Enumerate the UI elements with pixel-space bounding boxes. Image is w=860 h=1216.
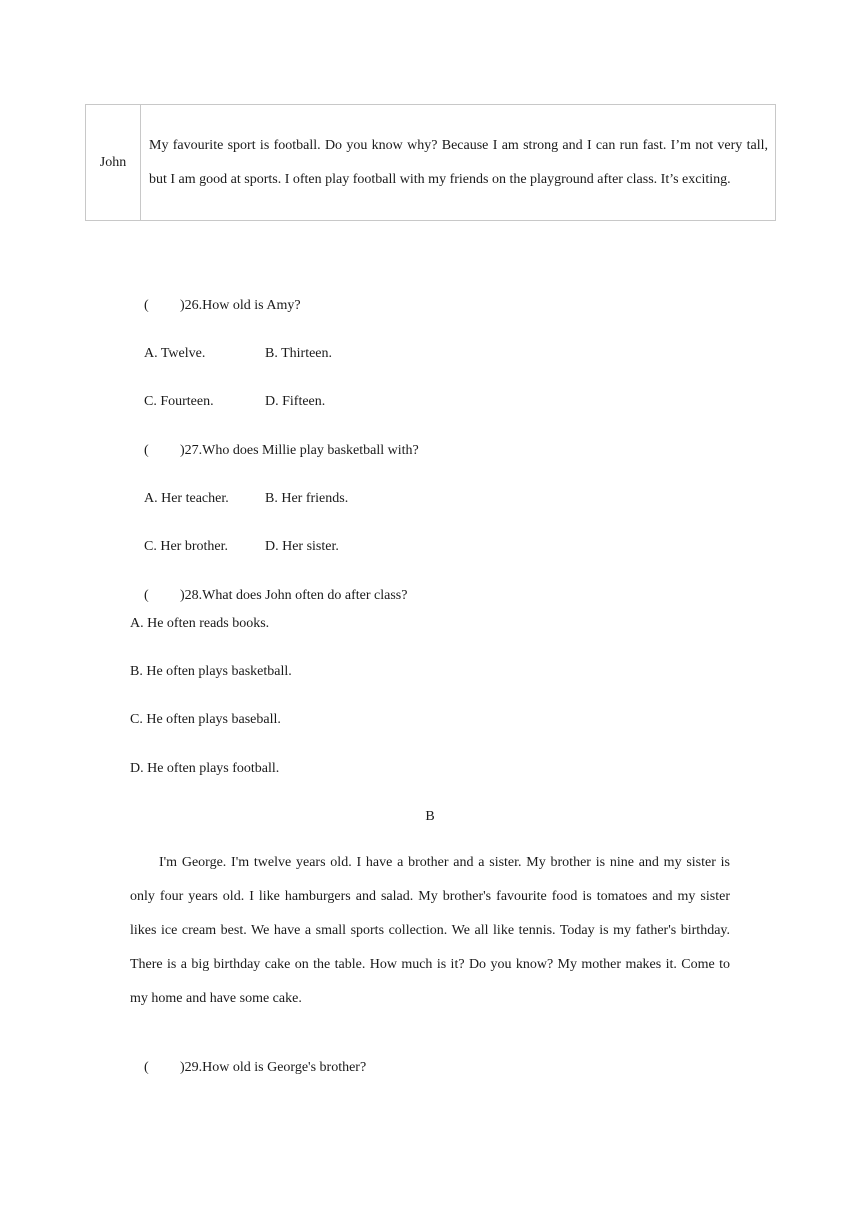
answer-bracket: (	[144, 443, 149, 458]
question-text: )27.Who does Millie play basketball with?	[180, 443, 419, 458]
answer-bracket: (	[144, 298, 149, 313]
option-a: A. Her teacher.	[144, 491, 229, 506]
profile-name: John	[86, 105, 141, 221]
option-a: A. Twelve.	[144, 346, 206, 361]
option-b: B. He often plays basketball.	[130, 664, 292, 679]
option-b: B. Thirteen.	[265, 346, 333, 361]
question-text: )29.How old is George's brother?	[180, 1060, 367, 1075]
section-title: B	[425, 809, 435, 824]
answer-bracket: (	[144, 1060, 149, 1075]
question-29	[130, 1038, 366, 1098]
option-c: C. Fourteen.	[144, 394, 214, 409]
table-row	[86, 105, 776, 221]
profile-table	[85, 104, 776, 221]
option-b: B. Her friends.	[265, 491, 349, 506]
option-d: D. Fifteen.	[265, 394, 326, 409]
reading-passage: I'm George. I'm twelve years old. I have a brother and a sister. My brother is nine and my sister is only four years old. I like hamburgers and salad. My brother's favourite food is tomatoes and my sister likes ice cream best. We have a small sports collection. We all like tennis. Today is my father's birthday. There is a big birthday cake on the table. How much is it? Do you know? My mother makes it. Come to my home and have some cake.	[130, 855, 730, 1006]
option-c: C. He often plays baseball.	[130, 712, 281, 727]
profile-description: My favourite sport is football. Do you know why? Because I am strong and I can run fast. I’m not very tall, but I am good at sports. I often play football with my friends on the playground after class. It’s exciting.	[141, 105, 776, 221]
answer-bracket: (	[144, 588, 149, 603]
question-text: )26.How old is Amy?	[180, 298, 301, 313]
option-c: C. Her brother.	[144, 539, 228, 554]
question-text: )28.What does John often do after class?	[180, 588, 408, 603]
option-d: D. He often plays football.	[130, 761, 280, 776]
option-d: D. Her sister.	[265, 539, 339, 554]
option-a: A. He often reads books.	[130, 616, 270, 631]
